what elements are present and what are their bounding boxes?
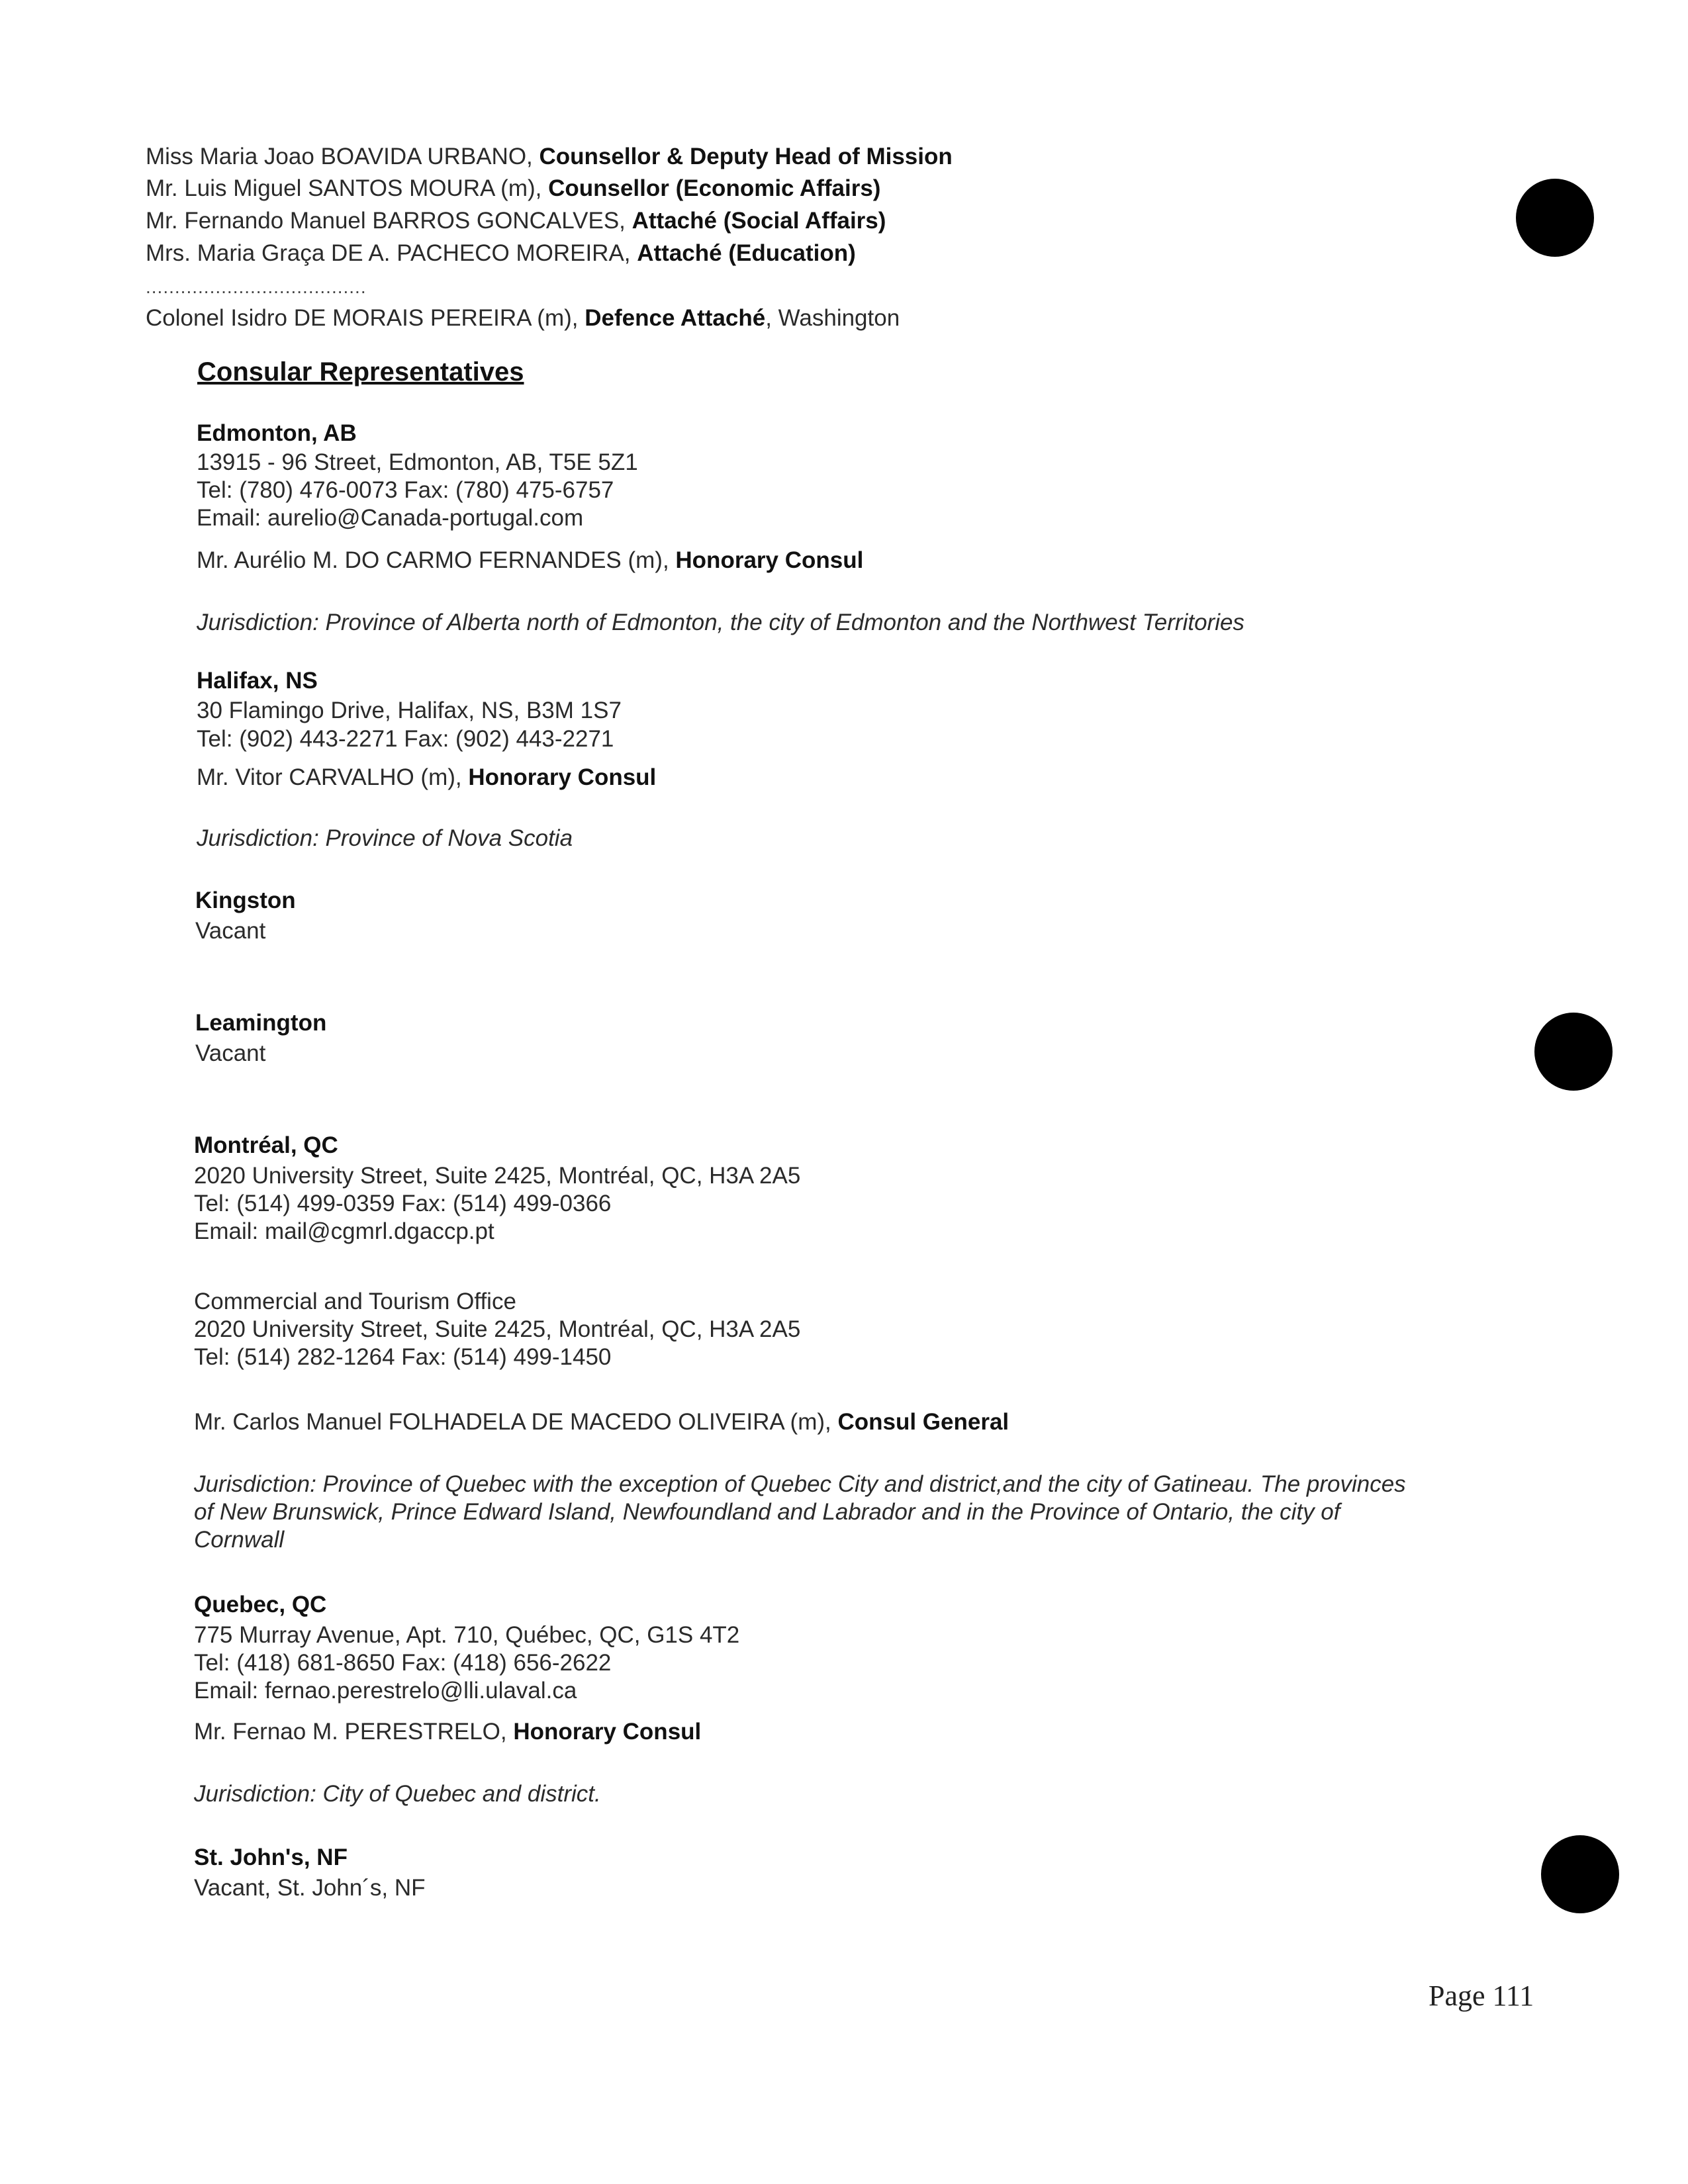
address: 30 Flamingo Drive, Halifax, NS, B3M 1S7 — [197, 698, 622, 723]
dotted-separator: ...................................... — [146, 277, 367, 297]
staff-line: Miss Maria Joao BOAVIDA URBANO, Counsellor & Deputy Head of Mission — [146, 144, 953, 169]
defence-attache-line: Colonel Isidro DE MORAIS PEREIRA (m), Defence Attaché, Washington — [146, 305, 900, 331]
address: 775 Murray Avenue, Apt. 710, Québec, QC, G1S 4T2 — [194, 1622, 740, 1648]
staff-line: Mr. Fernando Manuel BARROS GONCALVES, Attaché (Social Affairs) — [146, 208, 886, 234]
staff-title: Counsellor (Economic Affairs) — [548, 175, 881, 201]
email: Email: mail@cgmrl.dgaccp.pt — [194, 1218, 494, 1244]
office-address: 2020 University Street, Suite 2425, Montréal, QC, H3A 2A5 — [194, 1316, 801, 1342]
staff-title: Attaché (Education) — [637, 240, 856, 266]
consul-line: Mr. Carlos Manuel FOLHADELA DE MACEDO OLIVEIRA (m), Consul General — [194, 1409, 1009, 1435]
phone-fax: Tel: (902) 443-2271 Fax: (902) 443-2271 — [197, 726, 614, 752]
phone-fax: Tel: (418) 681-8650 Fax: (418) 656-2622 — [194, 1650, 612, 1676]
address: 13915 - 96 Street, Edmonton, AB, T5E 5Z1 — [197, 449, 638, 475]
punch-hole — [1516, 179, 1594, 257]
staff-line: Mrs. Maria Graça DE A. PACHECO MOREIRA, Attaché (Education) — [146, 240, 856, 266]
email: Email: fernao.perestrelo@lli.ulaval.ca — [194, 1678, 577, 1704]
vacant-status: Vacant — [195, 918, 266, 944]
jurisdiction: Jurisdiction: Province of Alberta north of Edmonton, the city of Edmonton and the Northwest Territories — [197, 610, 1244, 635]
phone-fax: Tel: (514) 499-0359 Fax: (514) 499-0366 — [194, 1191, 612, 1216]
phone-fax: Tel: (780) 476-0073 Fax: (780) 475-6757 — [197, 477, 614, 503]
city-heading-quebec: Quebec, QC — [194, 1592, 327, 1617]
consul-line: Mr. Aurélio M. DO CARMO FERNANDES (m), Honorary Consul — [197, 547, 864, 573]
staff-title: Counsellor & Deputy Head of Mission — [539, 144, 953, 169]
office-name: Commercial and Tourism Office — [194, 1289, 516, 1314]
consul-line: Mr. Vitor CARVALHO (m), Honorary Consul — [197, 764, 657, 790]
city-heading-leamington: Leamington — [195, 1010, 327, 1036]
jurisdiction: of New Brunswick, Prince Edward Island, Newfoundland and Labrador and in the Province of Ontario, the city of — [194, 1499, 1340, 1525]
section-heading: Consular Representatives — [197, 357, 524, 387]
vacant-status: Vacant — [195, 1040, 266, 1066]
jurisdiction: Cornwall — [194, 1527, 285, 1553]
office-phone-fax: Tel: (514) 282-1264 Fax: (514) 499-1450 — [194, 1344, 612, 1370]
vacant-status: Vacant, St. John´s, NF — [194, 1875, 426, 1901]
staff-title: Attaché (Social Affairs) — [632, 208, 886, 234]
page-number: Page 111 — [1429, 1979, 1534, 2012]
city-heading-stjohns: St. John's, NF — [194, 1844, 348, 1870]
punch-hole — [1541, 1835, 1619, 1913]
punch-hole — [1534, 1013, 1613, 1091]
jurisdiction: Jurisdiction: City of Quebec and district. — [194, 1781, 601, 1807]
city-heading-kingston: Kingston — [195, 887, 296, 913]
city-heading-montreal: Montréal, QC — [194, 1132, 338, 1158]
consul-line: Mr. Fernao M. PERESTRELO, Honorary Consul — [194, 1719, 702, 1745]
jurisdiction: Jurisdiction: Province of Quebec with the exception of Quebec City and district,and the city of Gatineau. The provinces — [194, 1471, 1406, 1497]
city-heading-halifax: Halifax, NS — [197, 668, 318, 694]
email: Email: aurelio@Canada-portugal.com — [197, 505, 584, 531]
jurisdiction: Jurisdiction: Province of Nova Scotia — [197, 825, 573, 851]
address: 2020 University Street, Suite 2425, Montréal, QC, H3A 2A5 — [194, 1163, 801, 1189]
staff-line: Mr. Luis Miguel SANTOS MOURA (m), Counsellor (Economic Affairs) — [146, 175, 881, 201]
city-heading-edmonton: Edmonton, AB — [197, 420, 357, 446]
